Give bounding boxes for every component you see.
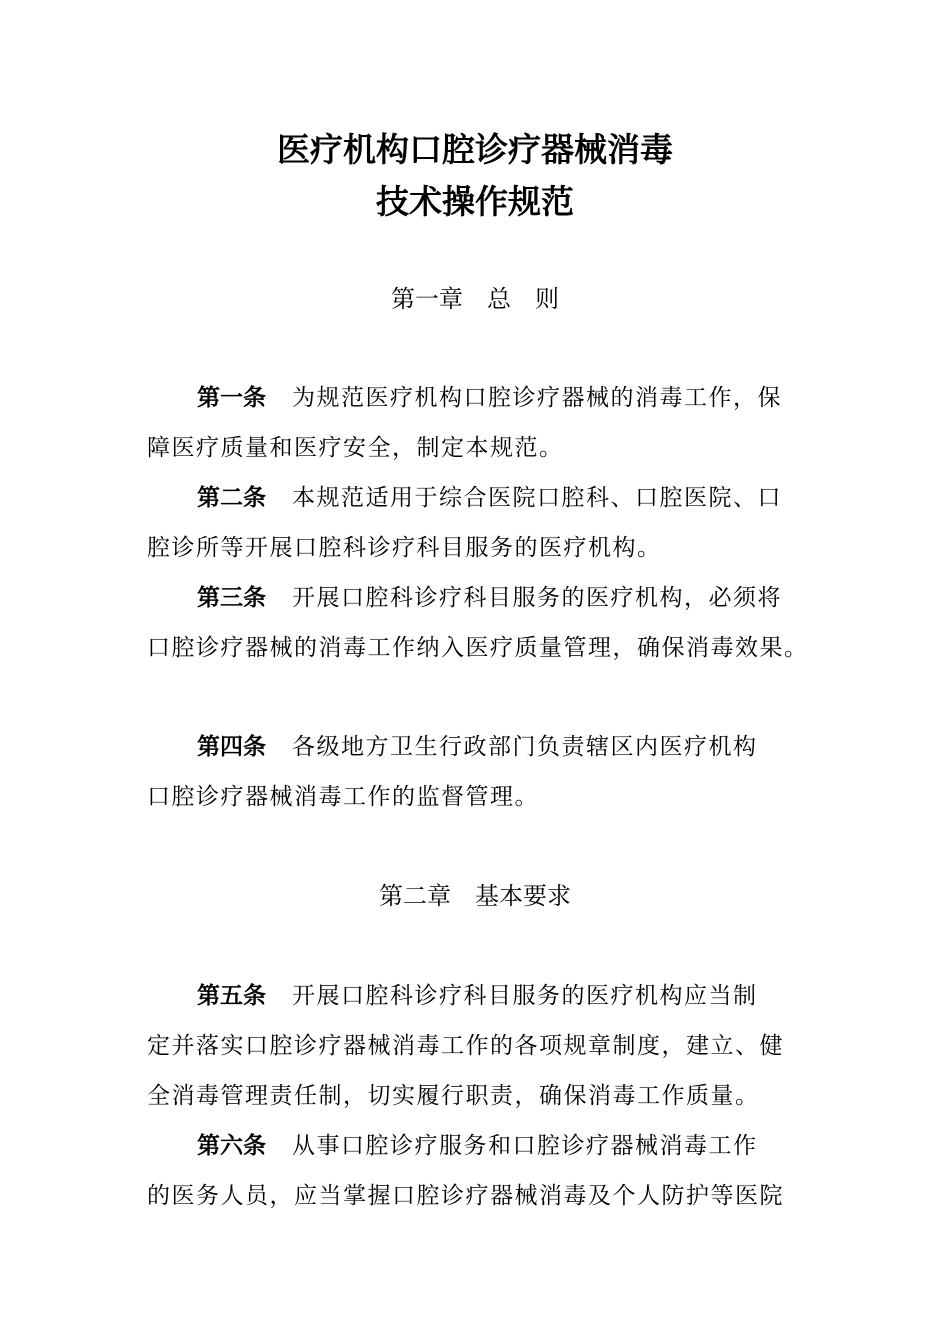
article-3-label: 第三条 bbox=[197, 585, 266, 611]
article-1-text: 为规范医疗机构口腔诊疗器械的消毒工作，保 bbox=[292, 385, 782, 411]
chapter-2-heading: 第二章 基本要求 bbox=[379, 882, 571, 910]
article-6-text: 从事口腔诊疗服务和口腔诊疗器械消毒工作 bbox=[292, 1133, 758, 1159]
document-title-line-2: 技术操作规范 bbox=[376, 182, 574, 221]
article-1-label: 第一条 bbox=[197, 385, 266, 411]
article-6-first-line bbox=[197, 1131, 867, 1161]
article-4-text: 各级地方卫生行政部门负责辖区内医疗机构 bbox=[292, 734, 758, 760]
article-2-text: 本规范适用于综合医院口腔科、口腔医院、口 bbox=[292, 485, 782, 511]
article-2-line-2: 腔诊所等开展口腔科诊疗科目服务的医疗机构。 bbox=[147, 535, 662, 561]
article-4-line-2: 口腔诊疗器械消毒工作的监督管理。 bbox=[147, 784, 539, 810]
article-2-first-line bbox=[197, 483, 867, 513]
article-3-text: 开展口腔科诊疗科目服务的医疗机构，必须将 bbox=[292, 585, 782, 611]
document-title-line-1: 医疗机构口腔诊疗器械消毒 bbox=[277, 130, 673, 169]
article-2-label: 第二条 bbox=[197, 485, 266, 511]
article-5-first-line bbox=[197, 981, 867, 1011]
article-4-first-line bbox=[197, 732, 867, 762]
article-6-label: 第六条 bbox=[197, 1133, 266, 1159]
article-1-line-2: 障医疗质量和医疗安全，制定本规范。 bbox=[147, 435, 564, 461]
article-5-text: 开展口腔科诊疗科目服务的医疗机构应当制 bbox=[292, 983, 758, 1009]
article-5-line-2: 定并落实口腔诊疗器械消毒工作的各项规章制度，建立、健 bbox=[147, 1033, 784, 1059]
article-5-label: 第五条 bbox=[197, 983, 266, 1009]
chapter-1-heading: 第一章 总 则 bbox=[391, 285, 559, 313]
article-3-line-2: 口腔诊疗器械的消毒工作纳入医疗质量管理，确保消毒效果。 bbox=[147, 635, 809, 661]
article-4-label: 第四条 bbox=[197, 734, 266, 760]
article-6-line-2: 的医务人员，应当掌握口腔诊疗器械消毒及个人防护等医院 bbox=[147, 1183, 784, 1209]
article-3-first-line bbox=[197, 583, 867, 613]
article-5-line-3: 全消毒管理责任制，切实履行职责，确保消毒工作质量。 bbox=[147, 1083, 760, 1109]
article-1-first-line bbox=[197, 383, 867, 413]
